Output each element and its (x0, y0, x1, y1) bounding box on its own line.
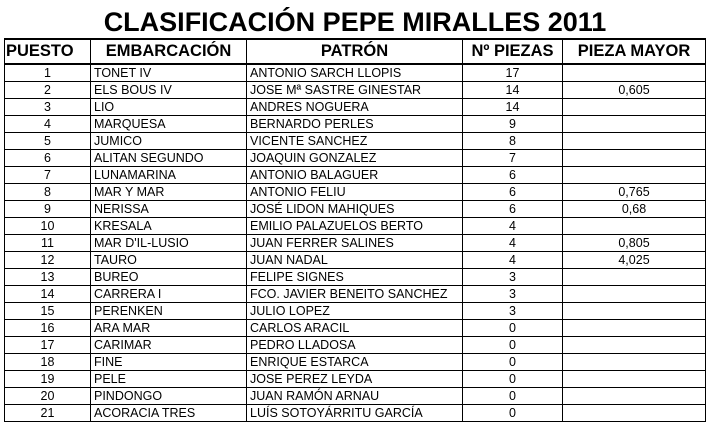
cell-biggest: 0,805 (563, 235, 706, 252)
table-row (5, 269, 706, 286)
cell-skipper: JULIO LOPEZ (247, 303, 463, 320)
header-row (5, 39, 706, 64)
cell-skipper: JOSE PEREZ LEYDA (247, 371, 463, 388)
table-row (5, 337, 706, 354)
cell-pieces: 17 (463, 64, 563, 82)
cell-boat: PERENKEN (91, 303, 247, 320)
cell-position: 21 (5, 405, 91, 422)
classification-table (4, 38, 706, 422)
cell-biggest: 0,765 (563, 184, 706, 201)
col-header-biggest: PIEZA MAYOR (563, 39, 706, 64)
cell-biggest: 0,605 (563, 82, 706, 99)
cell-skipper: CARLOS ARACIL (247, 320, 463, 337)
cell-skipper: FELIPE SIGNES (247, 269, 463, 286)
cell-position: 13 (5, 269, 91, 286)
cell-pieces: 0 (463, 405, 563, 422)
cell-biggest (563, 218, 706, 235)
cell-pieces: 9 (463, 116, 563, 133)
cell-position: 14 (5, 286, 91, 303)
table-row (5, 235, 706, 252)
table-row (5, 116, 706, 133)
cell-skipper: EMILIO PALAZUELOS BERTO (247, 218, 463, 235)
cell-biggest: 0,68 (563, 201, 706, 218)
cell-position: 1 (5, 64, 91, 82)
col-header-skipper: PATRÓN (247, 39, 463, 64)
cell-position: 8 (5, 184, 91, 201)
cell-pieces: 4 (463, 218, 563, 235)
cell-skipper: ANDRES NOGUERA (247, 99, 463, 116)
cell-skipper: JUAN RAMÓN ARNAU (247, 388, 463, 405)
cell-pieces: 3 (463, 303, 563, 320)
cell-boat: LUNAMARINA (91, 167, 247, 184)
cell-biggest (563, 371, 706, 388)
cell-pieces: 6 (463, 201, 563, 218)
cell-biggest (563, 99, 706, 116)
cell-position: 19 (5, 371, 91, 388)
cell-position: 2 (5, 82, 91, 99)
cell-biggest (563, 167, 706, 184)
cell-position: 16 (5, 320, 91, 337)
cell-boat: PELE (91, 371, 247, 388)
table-body (5, 64, 706, 422)
page-title: CLASIFICACIÓN PEPE MIRALLES 2011 (103, 7, 607, 37)
cell-boat: CARIMAR (91, 337, 247, 354)
cell-pieces: 14 (463, 99, 563, 116)
table-row (5, 303, 706, 320)
cell-skipper: JUAN FERRER SALINES (247, 235, 463, 252)
cell-pieces: 4 (463, 235, 563, 252)
table-row (5, 405, 706, 422)
cell-biggest (563, 269, 706, 286)
cell-pieces: 14 (463, 82, 563, 99)
cell-skipper: ANTONIO FELIU (247, 184, 463, 201)
cell-pieces: 3 (463, 269, 563, 286)
cell-skipper: ANTONIO BALAGUER (247, 167, 463, 184)
cell-boat: ARA MAR (91, 320, 247, 337)
cell-boat: ELS BOUS IV (91, 82, 247, 99)
cell-boat: LIO (91, 99, 247, 116)
cell-boat: TONET IV (91, 64, 247, 82)
cell-position: 17 (5, 337, 91, 354)
cell-skipper: JUAN NADAL (247, 252, 463, 269)
cell-position: 6 (5, 150, 91, 167)
cell-skipper: ANTONIO SARCH LLOPIS (247, 64, 463, 82)
cell-position: 7 (5, 167, 91, 184)
cell-skipper: BERNARDO PERLES (247, 116, 463, 133)
cell-pieces: 3 (463, 286, 563, 303)
cell-biggest (563, 337, 706, 354)
cell-biggest (563, 286, 706, 303)
cell-biggest (563, 320, 706, 337)
table-row (5, 150, 706, 167)
cell-boat: KRESALA (91, 218, 247, 235)
cell-skipper: VICENTE SANCHEZ (247, 133, 463, 150)
cell-position: 20 (5, 388, 91, 405)
cell-pieces: 8 (463, 133, 563, 150)
cell-position: 12 (5, 252, 91, 269)
table-row (5, 354, 706, 371)
col-header-boat: EMBARCACIÓN (91, 39, 247, 64)
table-row (5, 167, 706, 184)
cell-biggest (563, 133, 706, 150)
cell-skipper: LUÍS SOTOYÁRRITU GARCÍA (247, 405, 463, 422)
cell-pieces: 6 (463, 167, 563, 184)
cell-boat: MARQUESA (91, 116, 247, 133)
table-row (5, 99, 706, 116)
cell-boat: NERISSA (91, 201, 247, 218)
cell-skipper: FCO. JAVIER BENEITO SANCHEZ (247, 286, 463, 303)
cell-pieces: 0 (463, 337, 563, 354)
cell-pieces: 0 (463, 320, 563, 337)
table-row (5, 388, 706, 405)
cell-boat: MAR Y MAR (91, 184, 247, 201)
table-row (5, 64, 706, 82)
cell-pieces: 0 (463, 371, 563, 388)
cell-pieces: 0 (463, 388, 563, 405)
cell-pieces: 6 (463, 184, 563, 201)
cell-boat: ACORACIA TRES (91, 405, 247, 422)
table-row (5, 371, 706, 388)
table-row (5, 201, 706, 218)
cell-position: 5 (5, 133, 91, 150)
cell-biggest (563, 303, 706, 320)
table-row (5, 133, 706, 150)
cell-skipper: JOAQUIN GONZALEZ (247, 150, 463, 167)
cell-position: 9 (5, 201, 91, 218)
cell-boat: ALITAN SEGUNDO (91, 150, 247, 167)
cell-boat: BUREO (91, 269, 247, 286)
table-row (5, 184, 706, 201)
cell-biggest (563, 388, 706, 405)
cell-biggest: 4,025 (563, 252, 706, 269)
cell-skipper: JOSÉ LIDON MAHIQUES (247, 201, 463, 218)
cell-position: 11 (5, 235, 91, 252)
cell-boat: PINDONGO (91, 388, 247, 405)
cell-boat: FINE (91, 354, 247, 371)
table-row (5, 286, 706, 303)
cell-biggest (563, 354, 706, 371)
cell-boat: JUMICO (91, 133, 247, 150)
cell-pieces: 0 (463, 354, 563, 371)
cell-skipper: JOSE Mª SASTRE GINESTAR (247, 82, 463, 99)
cell-biggest (563, 116, 706, 133)
cell-skipper: PEDRO LLADOSA (247, 337, 463, 354)
cell-boat: MAR D'IL-LUSIO (91, 235, 247, 252)
cell-position: 4 (5, 116, 91, 133)
cell-position: 18 (5, 354, 91, 371)
cell-position: 3 (5, 99, 91, 116)
cell-position: 10 (5, 218, 91, 235)
cell-skipper: ENRIQUE ESTARCA (247, 354, 463, 371)
table-row (5, 82, 706, 99)
cell-biggest (563, 405, 706, 422)
cell-boat: TAURO (91, 252, 247, 269)
table-row (5, 320, 706, 337)
cell-biggest (563, 150, 706, 167)
col-header-position: PUESTO (5, 39, 91, 64)
table-row (5, 218, 706, 235)
cell-pieces: 4 (463, 252, 563, 269)
table-row (5, 252, 706, 269)
col-header-pieces: Nº PIEZAS (463, 39, 563, 64)
cell-boat: CARRERA I (91, 286, 247, 303)
cell-position: 15 (5, 303, 91, 320)
cell-pieces: 7 (463, 150, 563, 167)
cell-biggest (563, 64, 706, 82)
